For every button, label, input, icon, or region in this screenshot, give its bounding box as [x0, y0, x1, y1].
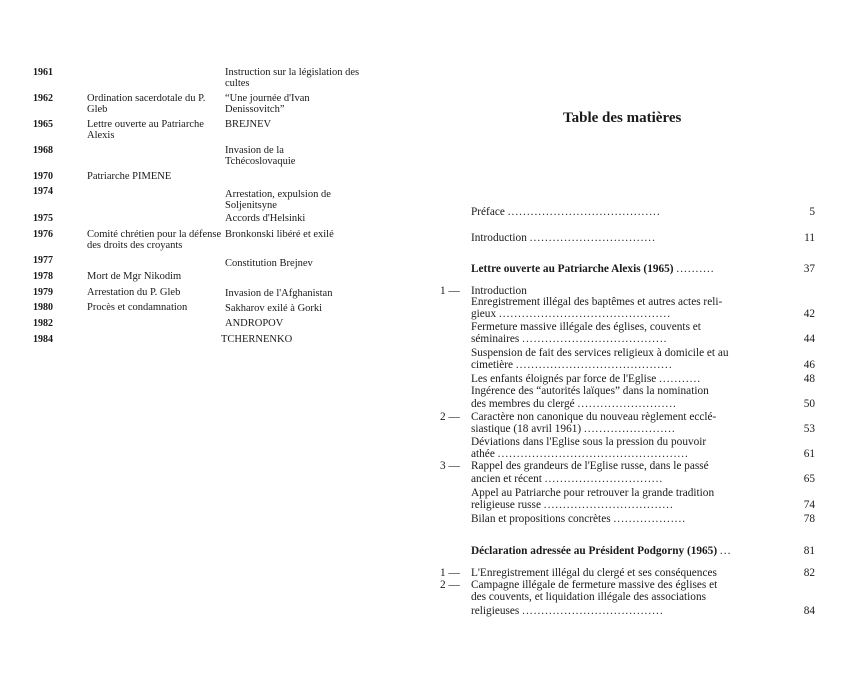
- toc-entry-text: [471, 412, 761, 424]
- year-1965: 1965: [33, 119, 53, 130]
- toc-entry-text: [471, 322, 761, 334]
- toc-leader-dots: ..........: [676, 263, 715, 275]
- event-right-1965: BREJNEV: [225, 119, 272, 130]
- toc-entry-text: [471, 264, 761, 276]
- toc-entry-title: cimetière: [471, 359, 514, 371]
- year-1968: 1968: [33, 145, 53, 156]
- toc-entry-title: religieuse russe: [471, 499, 541, 511]
- toc-entry-text: [471, 399, 761, 411]
- toc-entry-text: [471, 424, 761, 436]
- toc-entry-text: [471, 449, 761, 461]
- event-right-1979: Invasion de l'Afghanistan: [225, 288, 333, 299]
- toc-entry-number: 3 —: [440, 460, 460, 472]
- event-left-1980: Procès et condamnation: [87, 302, 188, 313]
- toc-entry-title: Campagne illégale de fermeture massive des églises et: [471, 579, 718, 591]
- toc-entry-text: [471, 500, 761, 512]
- toc-entry-text: [471, 514, 761, 526]
- event-right-1984: TCHERNENKO: [221, 334, 293, 345]
- toc-leader-dots: ..................................: [543, 499, 674, 511]
- toc-leader-dots: ........................................: [507, 206, 661, 218]
- event-left-1976: Comité chrétien pour la défense des droits des croyants: [87, 229, 222, 251]
- toc-leader-dots: ......................................: [522, 333, 668, 345]
- toc-entry-title: ancien et récent: [471, 473, 542, 485]
- toc-entry-title: Enregistrement illégal des baptêmes et autres actes reli-: [471, 296, 723, 308]
- year-1975: 1975: [33, 213, 53, 224]
- event-right-1980: Sakharov exilé à Gorki: [225, 303, 323, 314]
- toc-page-number: 84: [803, 605, 815, 617]
- event-right-1961: Instruction sur la législation des cultes: [225, 67, 360, 89]
- toc-entry-text: [471, 386, 761, 398]
- event-right-1977: Constitution Brejnev: [225, 258, 313, 269]
- toc-entry-text: [471, 488, 761, 500]
- toc-entry-text: [471, 207, 761, 219]
- toc-entry-title: Ingérence des “autorités laïques” dans la nomination: [471, 385, 709, 397]
- toc-entry-text: [471, 360, 761, 372]
- toc-leader-dots: ........................: [583, 423, 676, 435]
- toc-entry-title: Appel au Patriarche pour retrouver la grande tradition: [471, 487, 715, 499]
- toc-entry-title: siastique (18 avril 1961): [471, 423, 582, 435]
- event-right-1976: Bronkonski libéré et exilé: [225, 229, 334, 240]
- event-right-1974: Arrestation, expulsion de Soljenitsyne: [225, 189, 331, 211]
- toc-entry-text: [471, 297, 761, 309]
- toc-page-number: 78: [803, 513, 815, 525]
- toc-leader-dots: ...................: [613, 513, 687, 525]
- toc-page-number: 48: [803, 373, 815, 385]
- toc-entry-text: [471, 233, 761, 245]
- toc-page-number: 42: [803, 308, 815, 320]
- toc-entry-title: Lettre ouverte au Patriarche Alexis (1965): [471, 263, 674, 275]
- toc-leader-dots: ..................................................: [497, 448, 689, 460]
- year-1984: 1984: [33, 334, 53, 345]
- toc-page-number: 61: [803, 448, 815, 460]
- toc-page-number: 65: [803, 473, 815, 485]
- event-right-1975: Accords d'Helsinki: [225, 213, 306, 224]
- toc-leader-dots: ...........: [659, 373, 702, 385]
- toc-entry-title: gieux: [471, 308, 497, 320]
- year-1974: 1974: [33, 186, 53, 197]
- toc-entry-title: des couvents, et liquidation illégale des associations: [471, 591, 706, 603]
- event-right-1982: ANDROPOV: [225, 318, 284, 329]
- toc-entry-text: [471, 606, 761, 618]
- toc-entry-text: [471, 474, 761, 486]
- toc-page-number: 53: [803, 423, 815, 435]
- toc-entry-number: 2 —: [440, 411, 460, 423]
- toc-entry-text: [471, 580, 761, 592]
- event-right-1968: Invasion de la Tchécoslovaquie: [225, 145, 296, 167]
- toc-page-number: 74: [803, 499, 815, 511]
- toc-page-number: 5: [809, 206, 815, 218]
- toc-entry-title: Rappel des grandeurs de l'Eglise russe, dans le passé: [471, 460, 709, 472]
- toc-entry-title: Bilan et propositions concrètes: [471, 513, 611, 525]
- toc-leader-dots: ...: [719, 545, 732, 557]
- toc-leader-dots: ..........................: [577, 398, 677, 410]
- toc-entry-title: Caractère non canonique du nouveau règlement ecclé-: [471, 411, 717, 423]
- toc-entry-title: L'Enregistrement illégal du clergé et ses conséquences: [471, 567, 717, 579]
- event-left-1970: Patriarche PIMENE: [87, 171, 172, 182]
- toc-entry-number: 1 —: [440, 285, 460, 297]
- toc-entry-text: [471, 309, 761, 321]
- toc-entry-title: des membres du clergé: [471, 398, 575, 410]
- toc-leader-dots: .............................................: [498, 308, 672, 320]
- toc-entry-text: [471, 546, 761, 558]
- toc-page-number: 46: [803, 359, 815, 371]
- toc-entry-title: Introduction: [471, 232, 527, 244]
- toc-entry-title: Déclaration adressée au Président Podgorny (1965): [471, 545, 718, 557]
- toc-entry-text: [471, 592, 761, 604]
- toc-entry-text: [471, 348, 761, 360]
- toc-entry-text: [471, 568, 761, 580]
- toc-entry-number: 2 —: [440, 579, 460, 591]
- year-1976: 1976: [33, 229, 53, 240]
- toc-leader-dots: ...............................: [544, 473, 664, 485]
- event-left-1962: Ordination sacerdotale du P. Gleb: [87, 93, 206, 115]
- toc-page-number: 11: [804, 232, 815, 244]
- toc-entry-title: Fermeture massive illégale des églises, couvents et: [471, 321, 701, 333]
- toc-leader-dots: .................................: [529, 232, 656, 244]
- event-left-1978: Mort de Mgr Nikodim: [87, 271, 182, 282]
- toc-entry-title: Préface: [471, 206, 505, 218]
- year-1978: 1978: [33, 271, 53, 282]
- toc-title: Table des matières: [563, 110, 682, 126]
- toc-entry-text: [471, 334, 761, 346]
- year-1982: 1982: [33, 318, 53, 329]
- event-right-1962: “Une journée d'Ivan Denissovitch”: [225, 93, 310, 115]
- event-left-1965: Lettre ouverte au Patriarche Alexis: [87, 119, 204, 141]
- toc-page-number: 50: [803, 398, 815, 410]
- toc-page-number: 37: [803, 263, 815, 275]
- event-left-1979: Arrestation du P. Gleb: [87, 287, 181, 298]
- toc-entry-title: religieuses: [471, 605, 520, 617]
- toc-entry-number: 1 —: [440, 567, 460, 579]
- toc-entry-title: Déviations dans l'Eglise sous la pression du pouvoir: [471, 436, 707, 448]
- year-1979: 1979: [33, 287, 53, 298]
- toc-page-number: 44: [803, 333, 815, 345]
- year-1980: 1980: [33, 302, 53, 313]
- year-1961: 1961: [33, 67, 53, 78]
- toc-page-number: 82: [803, 567, 815, 579]
- toc-entry-title: Suspension de fait des services religieux à domicile et au: [471, 347, 729, 359]
- toc-page-number: 81: [803, 545, 815, 557]
- toc-entry-title: Introduction: [471, 285, 527, 297]
- toc-entry-title: athée: [471, 448, 495, 460]
- toc-entry-text: [471, 437, 761, 449]
- toc-leader-dots: .....................................: [522, 605, 664, 617]
- toc-entry-title: séminaires: [471, 333, 520, 345]
- toc-leader-dots: .........................................: [515, 359, 673, 371]
- toc-entry-text: [471, 374, 761, 386]
- toc-entry-title: Les enfants éloignés par force de l'Eglise: [471, 373, 657, 385]
- year-1977: 1977: [33, 255, 53, 266]
- year-1970: 1970: [33, 171, 53, 182]
- toc-entry-text: [471, 461, 761, 473]
- year-1962: 1962: [33, 93, 53, 104]
